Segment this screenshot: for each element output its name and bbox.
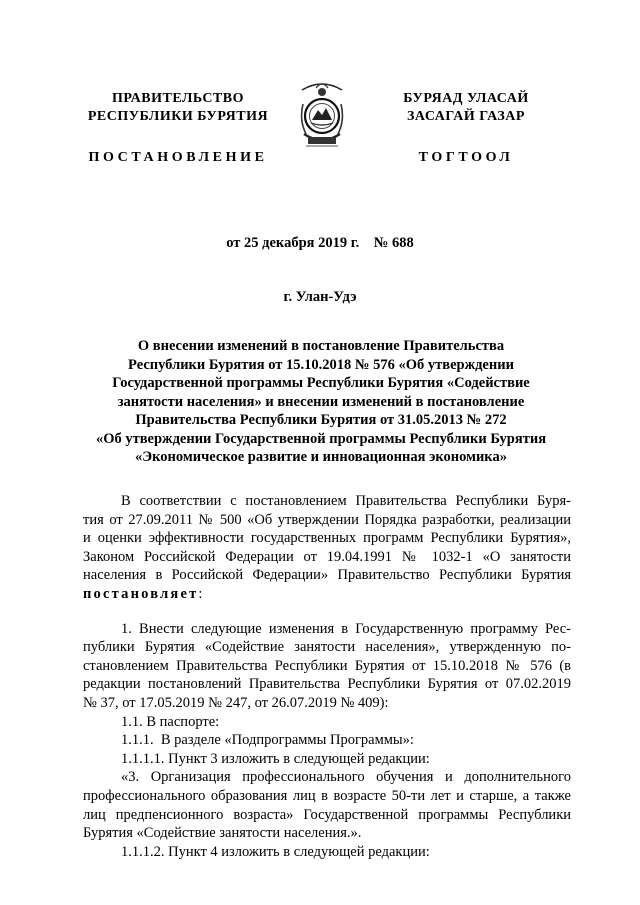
header-right-doctype: ТОГТООЛ	[418, 150, 514, 165]
title-line: О внесении изменений в постановление Правительства	[137, 338, 505, 354]
decree-line	[83, 585, 571, 604]
title-line: «Экономическое развитие и инновационная экономика»	[135, 449, 507, 465]
document-date-number: от 25 декабря 2019 г. № 688	[226, 235, 414, 251]
body-line: № 37, от 17.05.2019 № 247, от 26.07.2019 № 409):	[83, 694, 389, 711]
body-line: и оценки эффективности государственных программ Республики Бурятия»,	[83, 530, 571, 547]
body-line: 1. Внести следующие изменения в Государственную программу Рес-	[121, 620, 571, 637]
title-line: Правительства Республики Бурятия от 31.05.2013 № 272	[135, 412, 507, 428]
header-right-line-1: БУРЯАД УЛАСАЙ	[403, 91, 529, 106]
body-line: Законом Российской Федерации от 19.04.1991 № 1032-1 «О занятости	[83, 548, 571, 565]
body-line: Бурятия «Содействие занятости населения.».	[83, 825, 362, 842]
list-item: 1.1.1. В разделе «Подпрограммы Программы»:	[121, 732, 414, 749]
header-left-line-1: ПРАВИТЕЛЬСТВО	[112, 91, 244, 106]
header-left-doctype: ПОСТАНОВЛЕНИЕ	[88, 150, 268, 165]
list-item: 1.1.1.2. Пункт 4 изложить в следующей редакции:	[121, 843, 430, 860]
coat-of-arms-icon	[296, 76, 348, 152]
title-line: Государственной программы Республики Бурятия «Содействие	[112, 375, 530, 391]
body-line: населения в Российской Федерации» Правительство Республики Бурятия	[83, 567, 571, 584]
document-body	[83, 492, 571, 861]
body-line: становлением Правительства Республики Бурятия от 15.10.2018 № 576 (в	[83, 657, 571, 674]
body-line: редакции постановлений Правительства Республики Бурятия от 07.02.2019	[83, 676, 571, 693]
body-line: «3. Организация профессионального обучения и дополнительного	[121, 769, 571, 786]
decree-colon: :	[198, 585, 203, 602]
title-line: Республики Бурятия от 15.10.2018 № 576 «Об утверждении	[128, 356, 514, 373]
header-right	[366, 90, 566, 167]
body-line: лиц предпенсионного возраста» Государственной программы Республики	[83, 806, 571, 823]
body-line: В соответствии с постановлением Правительства Республики Буря-	[121, 493, 571, 509]
list-item: 1.1.1.1. Пункт 3 изложить в следующей редакции:	[121, 750, 430, 767]
title-line: «Об утверждении Государственной программы Республики Бурятия	[95, 430, 547, 447]
header-left-line-2: РЕСПУБЛИКИ БУРЯТИЯ	[87, 109, 269, 124]
body-line: профессионального образования лиц в возрасте 50-ти лет и старше, а также	[83, 787, 571, 804]
header-right-line-2: ЗАСАГАЙ ГАЗАР	[407, 109, 525, 124]
body-line: тия от 27.09.2011 № 500 «Об утверждении Порядка разработки, реализации	[83, 511, 571, 528]
document-city: г. Улан-Удэ	[283, 289, 357, 305]
header-left	[78, 90, 278, 167]
title-line: занятости населения» и внесении изменений в постановление	[117, 393, 525, 410]
decree-word: постановляет	[83, 585, 199, 602]
document-title	[80, 337, 562, 467]
body-line: публики Бурятия «Содействие занятости населения», утвержденную по-	[83, 639, 571, 656]
list-item: 1.1. В паспорте:	[121, 713, 220, 730]
